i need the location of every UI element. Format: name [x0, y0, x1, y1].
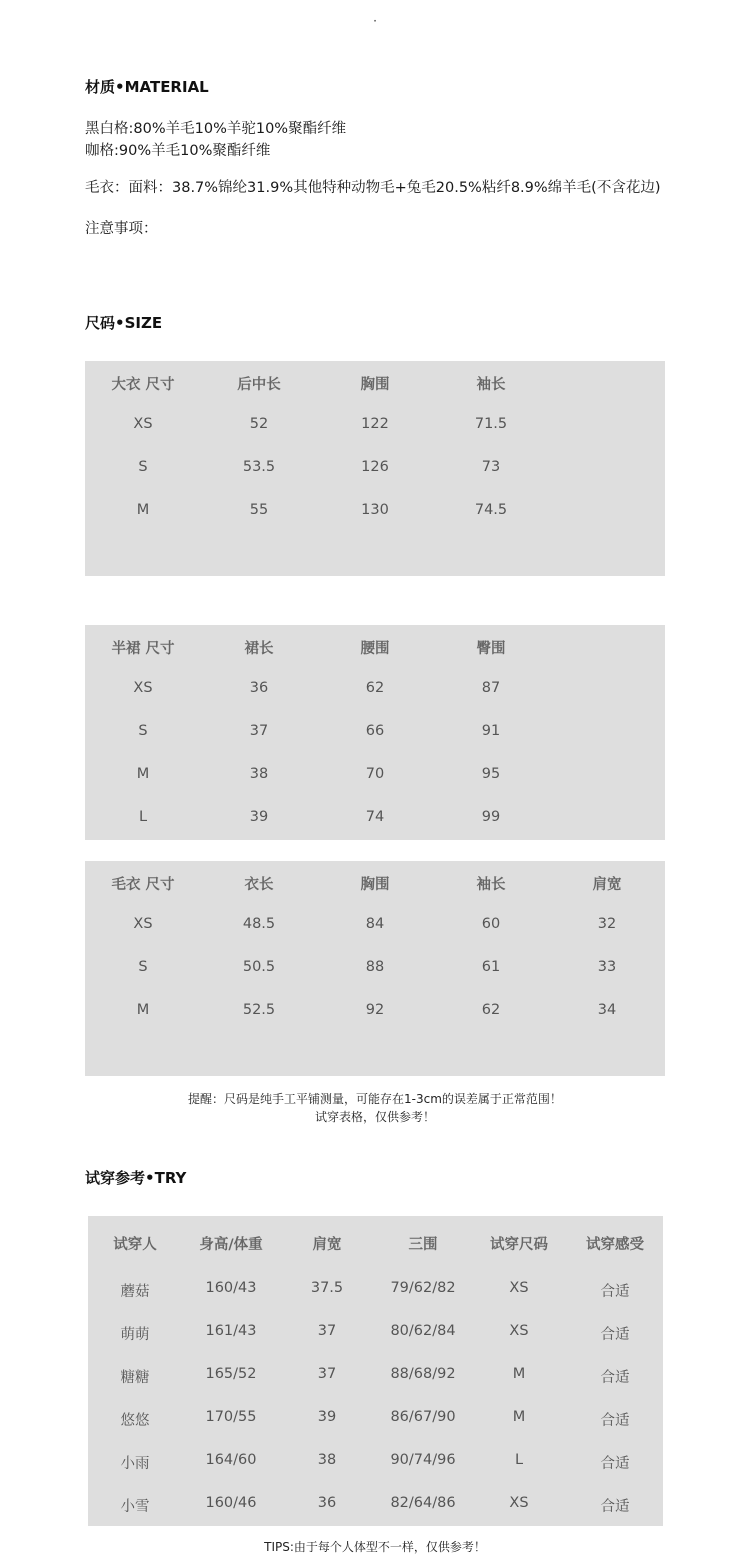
try-on-cell: 161/43	[205, 1323, 257, 1339]
try-on-cell: 82/64/86	[390, 1495, 456, 1511]
try-on-cell: L	[514, 1452, 524, 1468]
coat-size-cell: 130	[361, 502, 389, 518]
sweater-size-header-cell: 毛衣 尺寸	[111, 877, 175, 893]
try-on-header-cell: 试穿感受	[586, 1237, 644, 1253]
material-heading: 材质•MATERIAL	[85, 78, 209, 96]
reference-note: 试穿表格，仅供参考！	[314, 1110, 435, 1124]
coat-size-cell: 126	[361, 459, 389, 475]
try-on-header-cell: 试穿尺码	[490, 1237, 548, 1253]
try-on-cell: XS	[509, 1495, 529, 1511]
skirt-size-cell: 70	[365, 766, 385, 782]
coat-size-header-cell: 后中长	[237, 377, 281, 393]
skirt-size-header-cell: 半裙 尺寸	[111, 641, 175, 657]
skirt-size-cell: S	[138, 723, 148, 739]
try-on-cell: 合适	[600, 1456, 630, 1472]
try-heading: 试穿参考•TRY	[85, 1169, 187, 1187]
skirt-size-cell: L	[138, 809, 148, 825]
material-line-coffee: 咖格:90%羊毛10%聚酯纤维	[85, 143, 271, 159]
size-heading: 尺码•SIZE	[85, 314, 163, 332]
try-on-cell: 合适	[600, 1370, 630, 1386]
coat-size-cell: XS	[133, 416, 153, 432]
try-on-cell: 36	[317, 1495, 337, 1511]
sweater-size-header-cell: 胸围	[360, 877, 390, 893]
sweater-size-cell: 84	[365, 916, 385, 932]
try-on-cell: 萌萌	[120, 1327, 150, 1343]
try-on-cell: 37	[317, 1366, 337, 1382]
try-on-header-cell: 肩宽	[312, 1237, 342, 1253]
skirt-size-cell: 95	[481, 766, 501, 782]
skirt-size-cell: 87	[481, 680, 501, 696]
top-dot: ·	[373, 14, 377, 28]
try-on-cell: 90/74/96	[390, 1452, 456, 1468]
try-on-cell: 38	[317, 1452, 337, 1468]
try-on-cell: 86/67/90	[390, 1409, 456, 1425]
try-on-header-cell: 三围	[408, 1237, 438, 1253]
skirt-size-header-cell: 臀围	[476, 641, 506, 657]
sweater-size-cell: 60	[481, 916, 501, 932]
sweater-size-header-cell: 肩宽	[592, 877, 622, 893]
coat-size-cell: 71.5	[474, 416, 508, 432]
try-on-cell: 蘑菇	[120, 1284, 150, 1300]
try-on-cell: 39	[317, 1409, 337, 1425]
try-on-cell: M	[512, 1409, 526, 1425]
measurement-note: 提醒：尺码是纯手工平铺测量，可能存在1-3cm的误差属于正常范围！	[188, 1092, 562, 1106]
coat-size-cell: 73	[481, 459, 501, 475]
material-line-bw: 黑白格:80%羊毛10%羊驼10%聚酯纤维	[85, 121, 347, 137]
try-on-cell: 37.5	[310, 1280, 344, 1296]
skirt-size-cell: 62	[365, 680, 385, 696]
coat-size-header-cell: 大衣 尺寸	[111, 377, 175, 393]
try-on-cell: XS	[509, 1323, 529, 1339]
try-on-cell: 悠悠	[120, 1413, 150, 1429]
coat-size-cell: 52	[249, 416, 269, 432]
sweater-size-header-cell: 袖长	[476, 877, 506, 893]
coat-size-cell: 53.5	[242, 459, 276, 475]
material-line-sweater: 毛衣：面料：38.7%锦纶31.9%其他特种动物毛+兔毛20.5%粘纤8.9%绵羊毛(不含花边)	[85, 180, 661, 196]
skirt-size-cell: XS	[133, 680, 153, 696]
sweater-size-cell: 88	[365, 959, 385, 975]
skirt-size-cell: 36	[249, 680, 269, 696]
sweater-size-cell: 32	[597, 916, 617, 932]
sweater-size-cell: 34	[597, 1002, 617, 1018]
sweater-size-cell: 92	[365, 1002, 385, 1018]
try-on-cell: 160/46	[205, 1495, 257, 1511]
care-notes-label: 注意事项：	[85, 221, 158, 237]
try-on-cell: 合适	[600, 1327, 630, 1343]
skirt-size-cell: 39	[249, 809, 269, 825]
coat-size-header-cell: 袖长	[476, 377, 506, 393]
skirt-size-cell: M	[136, 766, 150, 782]
coat-size-cell: 122	[361, 416, 389, 432]
try-on-cell: 37	[317, 1323, 337, 1339]
sweater-size-cell: 50.5	[242, 959, 276, 975]
try-on-cell: 糖糖	[120, 1370, 150, 1386]
skirt-size-header-cell: 腰围	[360, 641, 390, 657]
try-on-cell: 小雨	[120, 1456, 150, 1472]
skirt-size-cell: 74	[365, 809, 385, 825]
coat-size-header-cell: 胸围	[360, 377, 390, 393]
skirt-size-cell: 38	[249, 766, 269, 782]
try-on-cell: 160/43	[205, 1280, 257, 1296]
tips-note: TIPS:由于每个人体型不一样，仅供参考！	[264, 1540, 486, 1554]
try-on-header-cell: 身高/体重	[199, 1237, 263, 1253]
try-on-cell: 88/68/92	[390, 1366, 456, 1382]
coat-size-cell: 55	[249, 502, 269, 518]
try-on-cell: 170/55	[205, 1409, 257, 1425]
sweater-size-cell: 48.5	[242, 916, 276, 932]
try-on-header-cell: 试穿人	[113, 1237, 157, 1253]
sweater-size-header-cell: 衣长	[244, 877, 274, 893]
sweater-size-cell: S	[138, 959, 148, 975]
sweater-size-cell: 52.5	[242, 1002, 276, 1018]
try-on-cell: XS	[509, 1280, 529, 1296]
try-on-cell: 合适	[600, 1413, 630, 1429]
coat-size-cell: 74.5	[474, 502, 508, 518]
sweater-size-cell: 33	[597, 959, 617, 975]
sweater-size-cell: 61	[481, 959, 501, 975]
skirt-size-cell: 37	[249, 723, 269, 739]
sweater-size-cell: 62	[481, 1002, 501, 1018]
try-on-cell: 79/62/82	[390, 1280, 456, 1296]
try-on-cell: 164/60	[205, 1452, 257, 1468]
sweater-size-cell: M	[136, 1002, 150, 1018]
skirt-size-cell: 66	[365, 723, 385, 739]
sweater-size-cell: XS	[133, 916, 153, 932]
skirt-size-header-cell: 裙长	[244, 641, 274, 657]
try-on-cell: 小雪	[120, 1499, 150, 1515]
skirt-size-cell: 91	[481, 723, 501, 739]
skirt-size-cell: 99	[481, 809, 501, 825]
try-on-cell: 合适	[600, 1284, 630, 1300]
coat-size-cell: M	[136, 502, 150, 518]
try-on-cell: M	[512, 1366, 526, 1382]
coat-size-cell: S	[138, 459, 148, 475]
try-on-cell: 165/52	[205, 1366, 257, 1382]
try-on-cell: 合适	[600, 1499, 630, 1515]
try-on-cell: 80/62/84	[390, 1323, 456, 1339]
